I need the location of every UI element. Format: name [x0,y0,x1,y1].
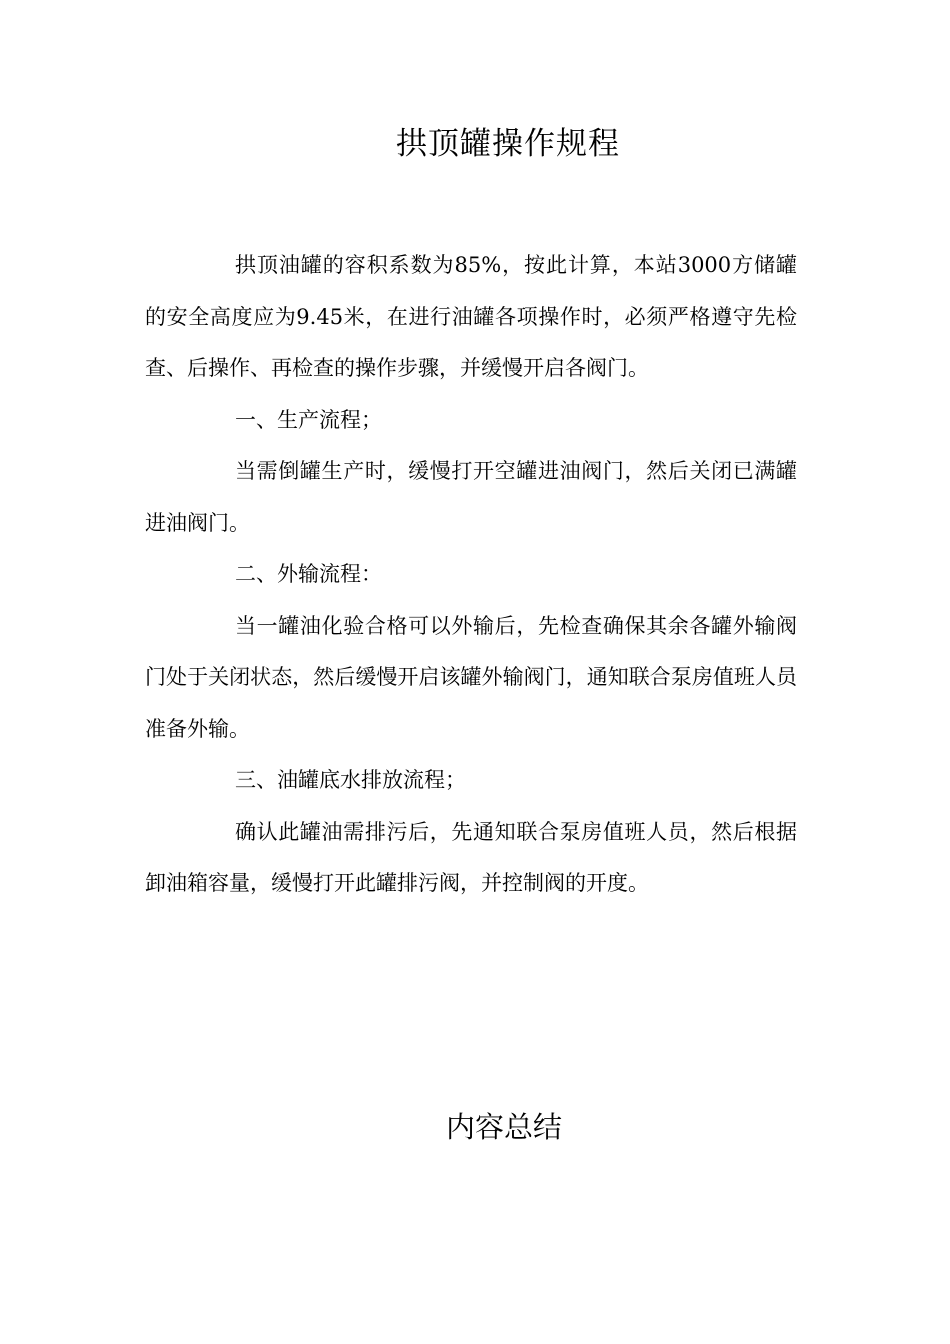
paragraph-production: 当需倒罐生产时，缓慢打开空罐进油阀门，然后关闭已满罐进油阀门。 [145,459,797,535]
section-heading-drain: 三、油罐底水排放流程； [235,768,466,792]
summary-heading: 内容总结 [445,1110,562,1144]
paragraph-drain: 确认此罐油需排污后，先通知联合泵房值班人员，然后根据卸油箱容量，缓慢打开此罐排污阀，并控制阀的开度。 [145,819,797,895]
document-title: 拱顶罐操作规程 [396,126,620,162]
section-heading-export: 二、外输流程： [235,562,382,586]
paragraph-intro: 拱顶油罐的容积系数为85%，按此计算，本站3000方储罐的安全高度应为9.45米，在进行油罐各项操作时，必须严格遵守先检查、后操作、再检查的操作步骤，并缓慢开启各阀门。 [145,253,797,380]
paragraph-export: 当一罐油化验合格可以外输后，先检查确保其余各罐外输阀门处于关闭状态，然后缓慢开启该罐外输阀门，通知联合泵房值班人员准备外输。 [145,613,797,741]
section-heading-production: 一、生产流程； [235,407,382,432]
document-body [145,240,797,910]
